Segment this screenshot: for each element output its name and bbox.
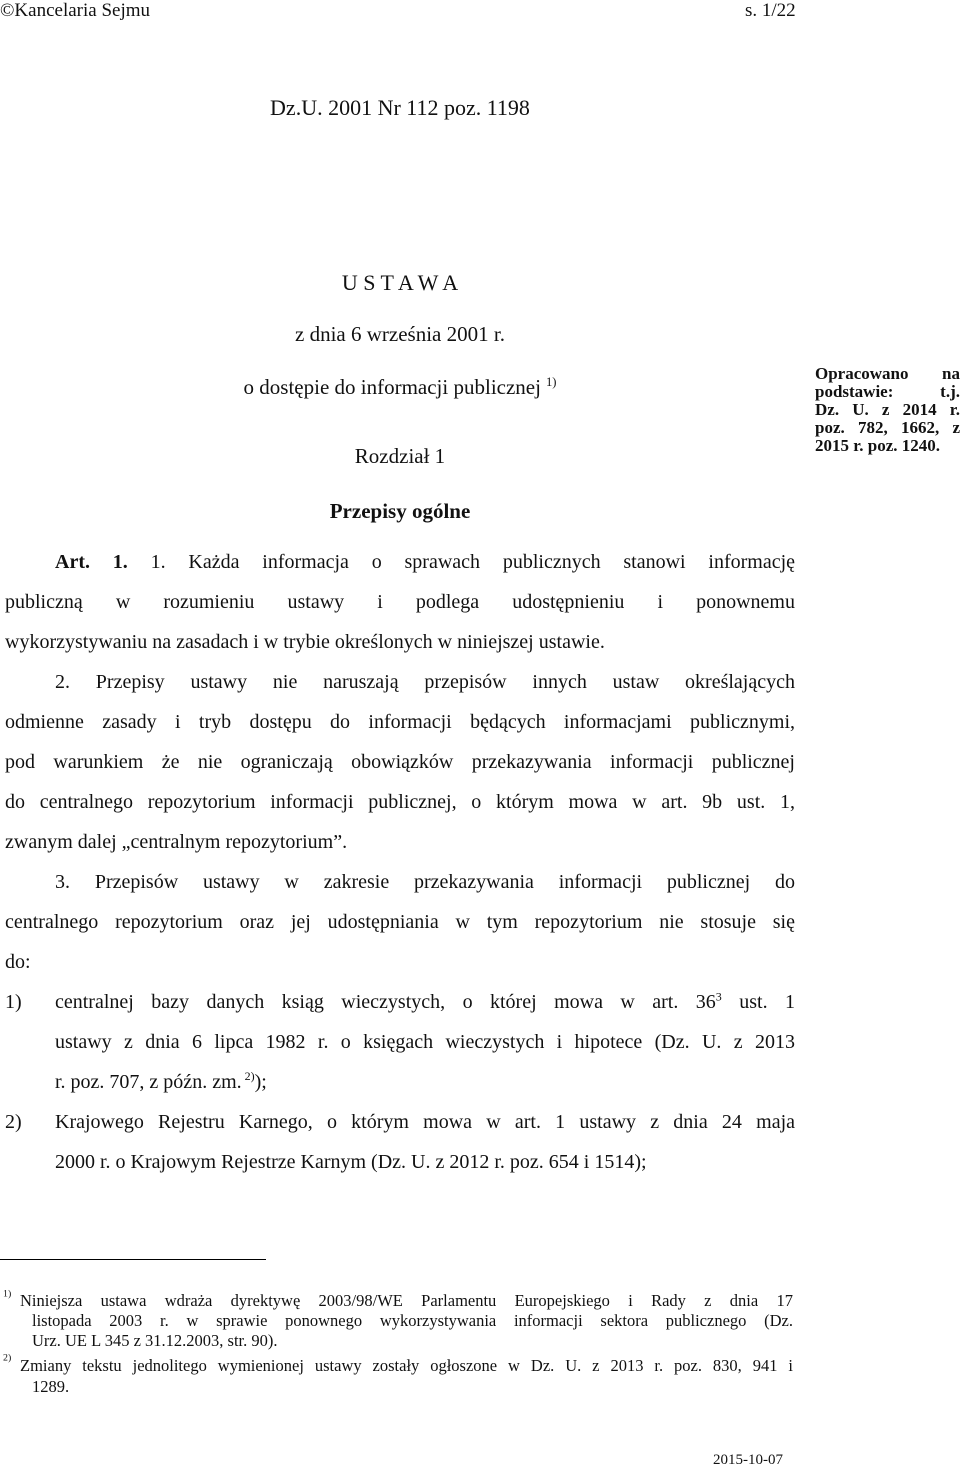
- footnote-2-line: 1289.: [32, 1377, 70, 1396]
- footnote-1-line: Urz. UE L 345 z 31.12.2003, str. 90).: [32, 1331, 278, 1350]
- article-text-rest: 1. Każda informacja o sprawach publicznych stanowi informację: [150, 551, 796, 573]
- list-item-text: ust. 1: [721, 991, 795, 1013]
- source-note-line: podstawie: t.j.: [815, 382, 960, 401]
- article-1-par-2-line: do centralnego repozytorium informacji publicznej, o którym mowa w art. 9b ust. 1,: [5, 791, 795, 813]
- article-1-par-1-line: publiczną w rozumieniu ustawy i podlega udostępnieniu i ponownemu: [5, 591, 795, 613]
- act-date: z dnia 6 września 2001 r.: [295, 322, 505, 346]
- footnote-2-line: Zmiany tekstu jednolitego wymienionej ustawy zostały ogłoszone w Dz. U. z 2013 r. poz. 830, 941 i: [20, 1356, 793, 1375]
- document-reference: Dz.U. 2001 Nr 112 poz. 1198: [270, 95, 530, 120]
- footnote-ref-1[interactable]: 1): [545, 375, 557, 389]
- article-1-par-3-line: 3. Przepisów ustawy w zakresie przekazywania informacji publicznej do: [55, 871, 795, 893]
- list-item-text: centralnej bazy danych ksiąg wieczystych, o której mowa w art. 36: [55, 991, 716, 1013]
- footnote-1-line: listopada 2003 r. w sprawie ponownego wykorzystywania informacji sektora publicznego (Dz.: [32, 1311, 793, 1330]
- footnote-mark: [3, 1352, 11, 1372]
- article-1-par-1-line: [55, 551, 795, 574]
- footnote-mark-2: 2): [3, 1352, 12, 1364]
- list-item-text: r. poz. 707, z późn. zm.: [55, 1071, 242, 1093]
- article-1-par-3-line: centralnego repozytorium oraz jej udostępniania w tym repozytorium nie stosuje się: [5, 911, 795, 933]
- article-1-par-1-line: wykorzystywaniu na zasadach i w trybie określonych w niniejszej ustawie.: [5, 631, 605, 653]
- chapter-name: Przepisy ogólne: [329, 499, 471, 523]
- article-1-par-2-line: 2. Przepisy ustawy nie naruszają przepisów innych ustaw określających: [55, 671, 795, 693]
- list-item-line: 2000 r. o Krajowym Rejestrze Karnym (Dz. U. z 2012 r. poz. 654 i 1514);: [55, 1151, 647, 1173]
- source-note-line: Dz. U. z 2014 r.: [815, 400, 960, 419]
- footnote-ref-2[interactable]: 2): [244, 1069, 255, 1084]
- list-item-line: ustawy z dnia 6 lipca 1982 r. o księgach wieczystych i hipotece (Dz. U. z 2013: [55, 1031, 795, 1053]
- footnote-1-line: Niniejsza ustawa wdraża dyrektywę 2003/98/WE Parlamentu Europejskiego i Rady z dnia 17: [20, 1291, 793, 1310]
- list-item-line: [55, 991, 795, 1014]
- article-1-par-2-line: zwanym dalej „centralnym repozytorium”.: [5, 831, 348, 853]
- footnote-separator: [0, 1259, 266, 1260]
- act-title-text: o dostępie do informacji publicznej: [243, 375, 541, 399]
- list-item-number: 1): [5, 991, 22, 1013]
- list-item-line: Krajowego Rejestru Karnego, o którym mowa w art. 1 ustawy z dnia 24 maja: [55, 1111, 795, 1133]
- article-1-par-2-line: odmienne zasady i tryb dostępu do informacji będących informacjami publicznymi,: [5, 711, 795, 733]
- footer-date: 2015-10-07: [713, 1452, 783, 1468]
- header-publisher: ©Kancelaria Sejmu: [0, 0, 151, 21]
- header-page-number: s. 1/22: [745, 0, 796, 21]
- footnote-mark-1: 1): [3, 1288, 12, 1300]
- source-note-line: Opracowano na: [815, 364, 960, 383]
- chapter-number: Rozdział 1: [354, 444, 446, 468]
- article-1-par-2-line: pod warunkiem że nie ograniczają obowiązków przekazywania informacji publicznej: [5, 751, 795, 773]
- list-item-line: [55, 1071, 267, 1094]
- list-item-number: 2): [5, 1111, 22, 1133]
- article-label: Art. 1.: [55, 551, 128, 573]
- footnote-mark: [3, 1288, 11, 1308]
- source-note: [815, 365, 960, 455]
- superscript-marker: 3: [715, 989, 722, 1004]
- act-title: [0, 375, 800, 400]
- source-note-line: 2015 r. poz. 1240.: [815, 436, 940, 455]
- act-type: U S T A W A: [341, 270, 459, 295]
- article-1-par-3-line: do:: [5, 951, 31, 973]
- source-note-line: poz. 782, 1662, z: [815, 418, 960, 437]
- list-item-text: );: [254, 1071, 267, 1093]
